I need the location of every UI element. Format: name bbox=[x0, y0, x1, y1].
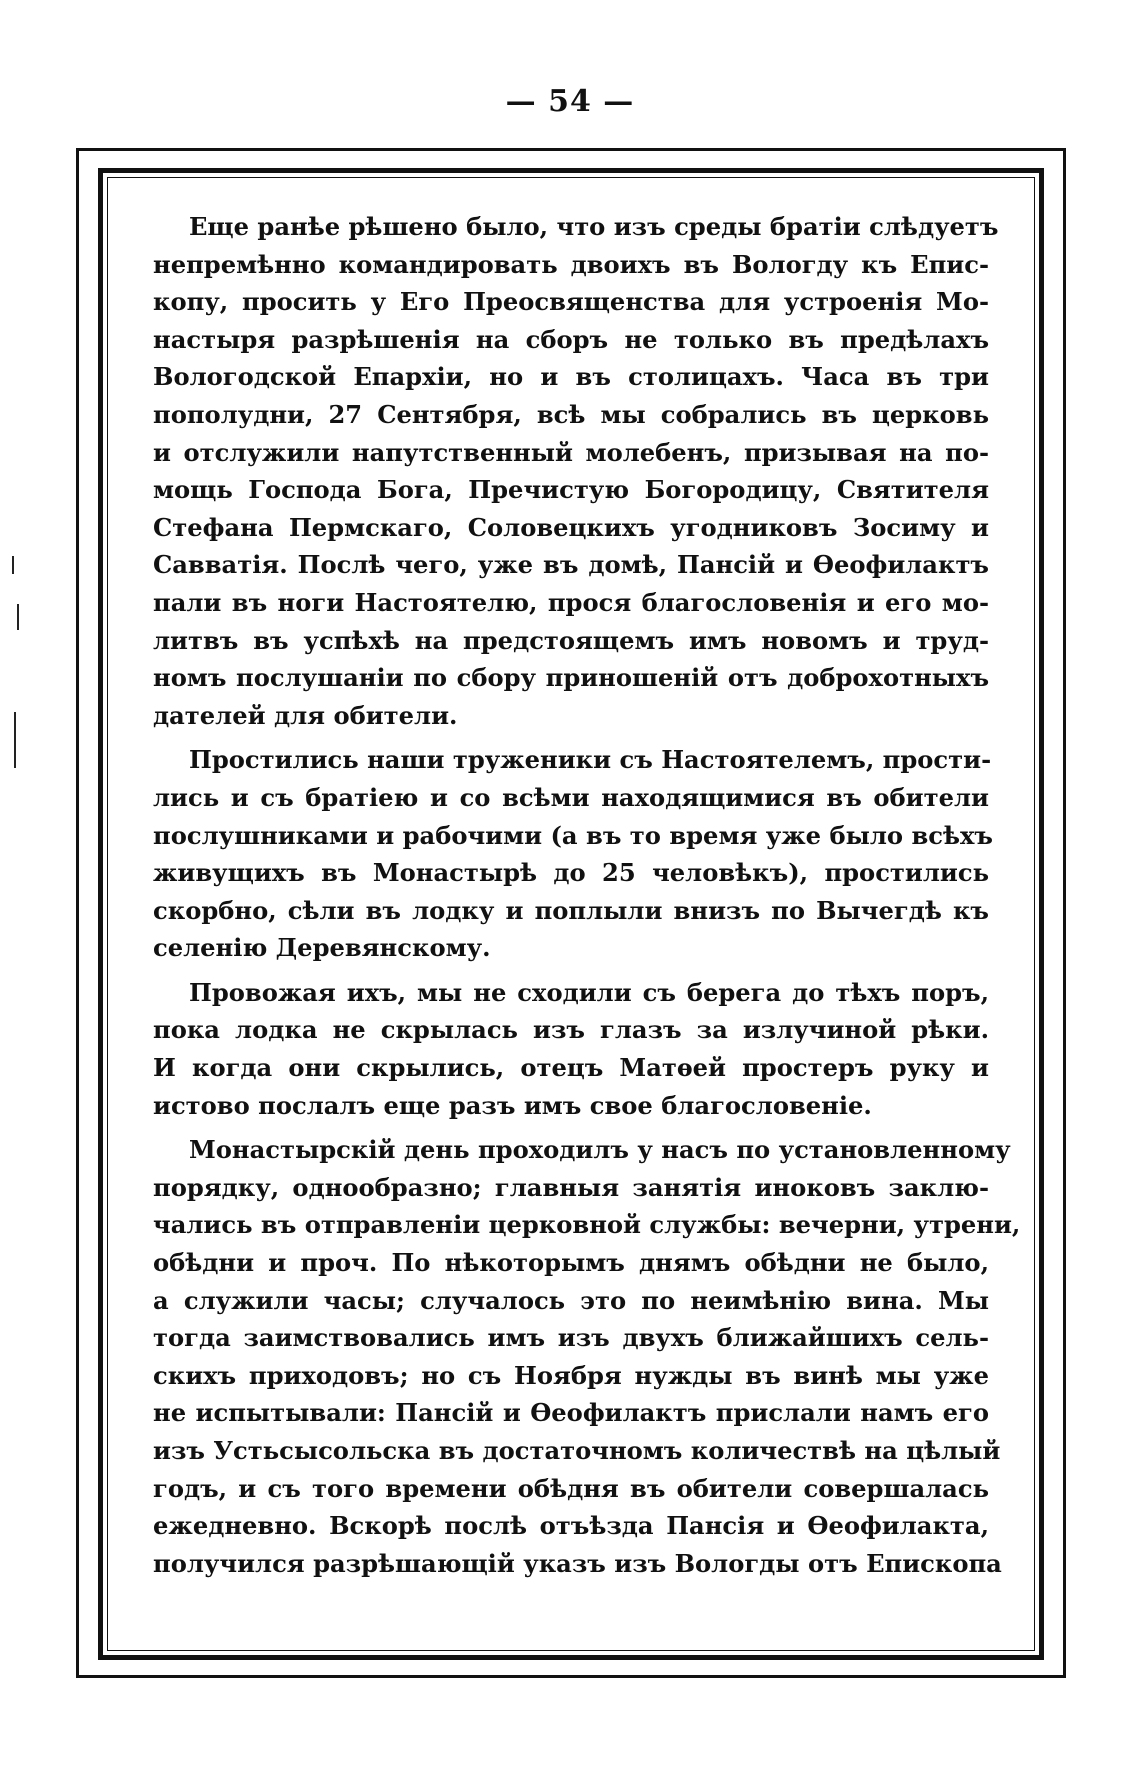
text-line: скихъ приходовъ; но съ Ноября нужды въ винѣ мы уже bbox=[153, 1360, 989, 1390]
text-line: и отслужили напутственный молебенъ, призывая на по- bbox=[153, 437, 989, 467]
text-line: чались въ отправленіи церковной службы: вечерни, утрени, bbox=[153, 1210, 1021, 1240]
text-line: пали въ ноги Настоятелю, прося благословенія и его мо- bbox=[153, 587, 989, 617]
text-line: непремѣнно командировать двоихъ въ Вологду къ Епис- bbox=[153, 249, 989, 279]
paragraph bbox=[153, 1131, 1021, 1582]
text-line: скорбно, сѣли въ лодку и поплыли внизъ по Вычегдѣ къ bbox=[153, 895, 989, 925]
text-line: дателей для обители. bbox=[153, 700, 458, 730]
text-line: истово послалъ еще разъ имъ свое благословеніе. bbox=[153, 1090, 872, 1120]
text-line: Простились наши труженики съ Настоятелемъ, прости- bbox=[189, 745, 992, 775]
margin-mark bbox=[12, 556, 14, 574]
paragraph bbox=[153, 974, 989, 1124]
text-line: обѣдни и проч. По нѣкоторымъ днямъ обѣдни не было, bbox=[153, 1248, 989, 1278]
paragraph bbox=[153, 208, 999, 734]
text-line: получился разрѣшающій указъ изъ Вологды отъ Епископа bbox=[153, 1548, 1002, 1578]
page-number: — 54 — bbox=[505, 84, 635, 119]
text-line: селенію Деревянскому. bbox=[153, 933, 491, 963]
body-text bbox=[153, 208, 1021, 1582]
text-line: тогда заимствовались имъ изъ двухъ ближайшихъ сель- bbox=[153, 1323, 989, 1353]
text-line: номъ послушаніи по сбору приношеній отъ доброхотныхъ bbox=[153, 663, 989, 693]
text-line: И когда они скрылись, отецъ Матѳей простеръ руку и bbox=[153, 1053, 989, 1083]
text-line: пока лодка не скрылась изъ глазъ за излучиной рѣки. bbox=[153, 1015, 989, 1045]
text-line: годъ, и съ того времени обѣдня въ обители совершалась bbox=[153, 1473, 989, 1503]
paragraph bbox=[153, 741, 993, 967]
text-line: копу, просить у Его Преосвященства для устроенія Мо- bbox=[153, 287, 989, 317]
text-line: мощь Господа Бога, Пречистую Богородицу, Святителя bbox=[153, 475, 989, 505]
margin-mark bbox=[17, 604, 19, 630]
text-line: лись и съ братіею и со всѣми находящимися въ обители bbox=[153, 782, 989, 812]
text-line: настыря разрѣшенія на сборъ не только въ предѣлахъ bbox=[153, 324, 989, 354]
text-line: порядку, однообразно; главныя занятія иноковъ заклю- bbox=[153, 1172, 989, 1202]
text-line: Савватія. Послѣ чего, уже въ домѣ, Пансій и Ѳеофилактъ bbox=[153, 550, 989, 580]
text-line: пополудни, 27 Сентября, всѣ мы собрались въ церковь bbox=[153, 399, 989, 429]
text-line: живущихъ въ Монастырѣ до 25 человѣкъ), простились bbox=[153, 858, 989, 888]
text-line: Еще ранѣе рѣшено было, что изъ среды братіи слѣдуетъ bbox=[189, 212, 999, 241]
text-line: не испытывали: Пансій и Ѳеофилактъ прислали намъ его bbox=[153, 1398, 989, 1428]
text-line: Стефана Пермскаго, Соловецкихъ угодниковъ Зосиму и bbox=[153, 512, 989, 542]
text-line: Провожая ихъ, мы не сходили съ берега до тѣхъ поръ, bbox=[189, 977, 989, 1007]
text-line: изъ Устьсысольска въ достаточномъ количествѣ на цѣлый bbox=[153, 1436, 1001, 1465]
text-line: Монастырскій день проходилъ у насъ по установленному bbox=[189, 1135, 1011, 1165]
text-line: послушниками и рабочими (а въ то время уже было всѣхъ bbox=[153, 820, 993, 850]
margin-mark bbox=[14, 712, 16, 768]
text-line: литвъ въ успѣхѣ на предстоящемъ имъ новомъ и труд- bbox=[153, 625, 989, 655]
text-line: Вологодской Епархіи, но и въ столицахъ. Часа въ три bbox=[153, 362, 989, 392]
text-line: а служили часы; случалось это по неимѣнію вина. Мы bbox=[153, 1285, 989, 1315]
text-line: ежедневно. Вскорѣ послѣ отъѣзда Пансія и Ѳеофилакта, bbox=[153, 1511, 989, 1541]
